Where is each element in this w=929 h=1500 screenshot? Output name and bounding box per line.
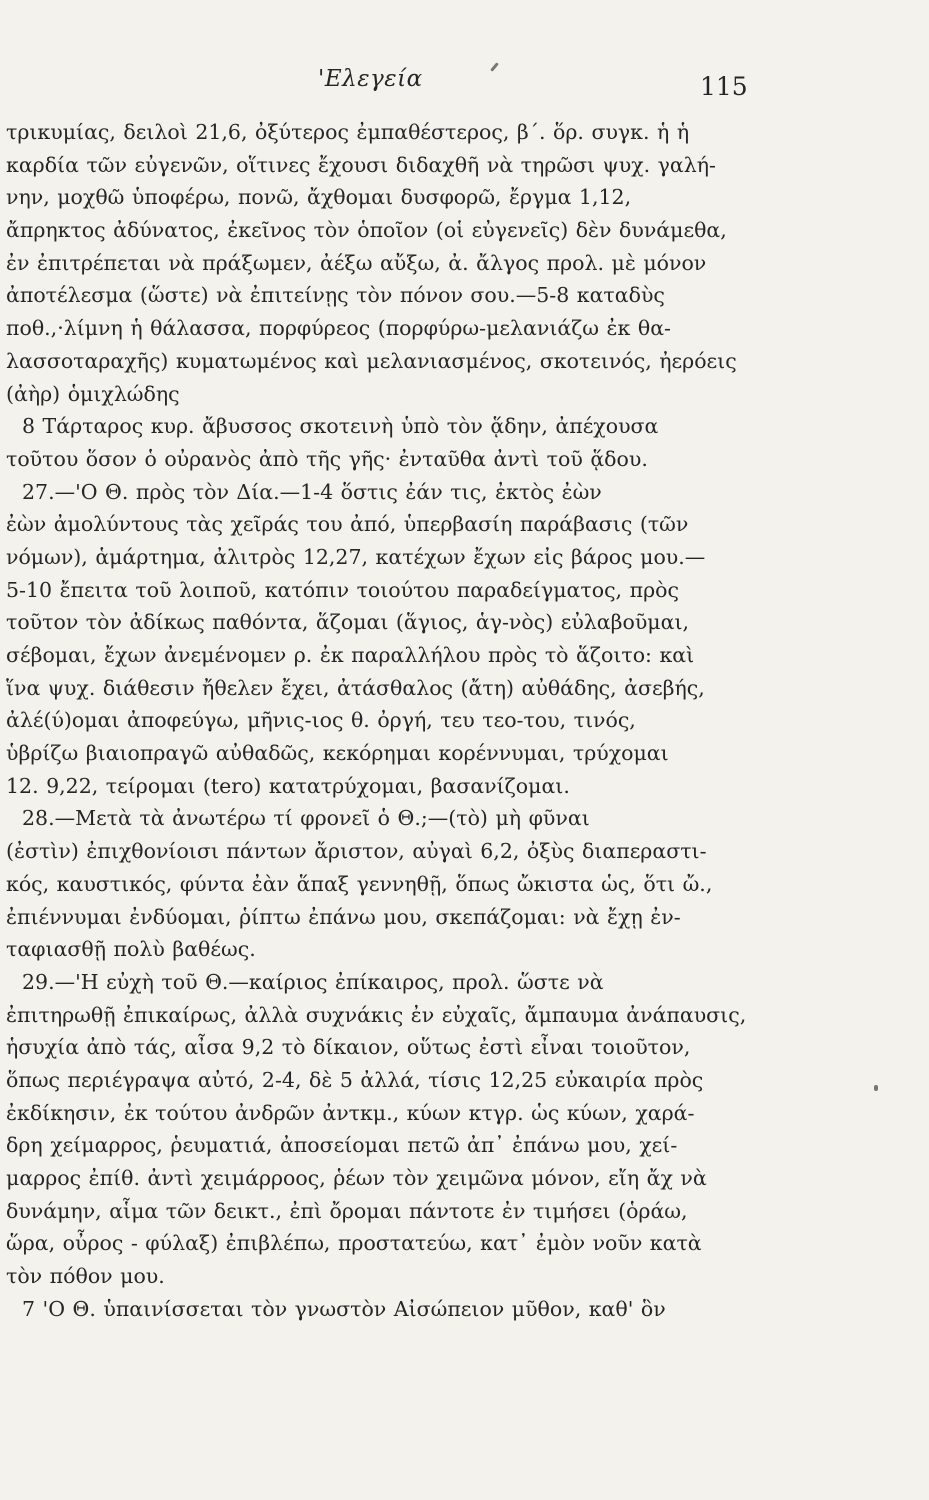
text-line: 7 'Ο Θ. ὑπαινίσσεται τὸν γνωστὸν Αἰσώπειον μῦθον, καθ' ὃν	[22, 1296, 666, 1321]
print-speck	[874, 1085, 878, 1091]
text-line: ὅπως περιέγραψα αὐτό, 2-4, δὲ 5 ἀλλά, τίσις 12,25 εὐκαιρία πρὸς	[6, 1067, 704, 1092]
text-line: τοῦτου ὅσον ὁ οὐρανὸς ἀπὸ τῆς γῆς· ἐνταῦθα ἀντὶ τοῦ ᾅδου.	[6, 446, 648, 471]
text-line: λασσοταραχῆς) κυματωμένος καὶ μελανιασμένος, σκοτεινός, ἠερόεις	[6, 348, 737, 373]
text-line: ἵνα ψυχ. διάθεσιν ἤθελεν ἔχει, ἀτάσθαλος (ἄτη) αὐθάδης, ἀσεβής,	[6, 675, 705, 700]
text-line: 8 Τάρταρος κυρ. ἄβυσσος σκοτεινὴ ὑπὸ τὸν ᾅδην, ἀπέχουσα	[22, 414, 659, 439]
text-line: ἐπιέννυμαι ἐνδύομαι, ῥίπτω ἐπάνω μου, σκεπάζομαι: νὰ ἔχῃ ἐν-	[6, 904, 681, 929]
text-line: (ἐστὶν) ἐπιχθονίοισι πάντων ἄριστον, αὐγαὶ 6,2, ὀξὺς διαπεραστι-	[6, 839, 707, 864]
text-line: μαρρος ἐπίθ. ἀντὶ χειμάρροος, ῥέων τὸν χειμῶνα μόνον, εἴη ἄχ νὰ	[6, 1166, 707, 1190]
text-line: τὸν πόθον μου.	[6, 1264, 165, 1289]
page-number: 115	[700, 72, 748, 101]
text-line: ποθ.,·λίμνη ἡ θάλασσα, πορφύρεος (πορφύρω-μελανιάζω ἐκ θα-	[6, 316, 671, 341]
text-line: 29.—'Η εὐχὴ τοῦ Θ.—καίριος ἐπίκαιρος, προλ. ὥστε νὰ	[22, 969, 604, 994]
text-line: ἐν ἐπιτρέπεται νὰ πράξωμεν, ἀέξω αὔξω, ἀ. ἄλγος προλ. μὲ μόνον	[6, 250, 707, 275]
text-line: ὥρα, οὖρος - φύλαξ) ἐπιβλέπω, προστατεύω, κατ᾽ ἐμὸν νοῦν κατὰ	[6, 1231, 702, 1256]
text-line: καρδία τῶν εὐγενῶν, οἵτινες ἔχουσι διδαχθῆ νὰ τηρῶσι ψυχ. γαλή-	[6, 152, 716, 177]
text-line: 5-10 ἔπειτα τοῦ λοιποῦ, κατόπιν τοιούτου παραδείγματος, πρὸς	[6, 577, 679, 602]
text-line: κός, καυστικός, φύντα ἐὰν ἅπαξ γεννηθῇ, ὅπως ὤκιστα ὡς, ὅτι ὤ.,	[6, 871, 713, 896]
text-line: τρικυμίας, δειλοὶ 21,6, ὀξύτερος ἐμπαθέστερος, β΄. ὅρ. συγκ. ἡ ἡ	[6, 120, 690, 144]
text-line: νην, μοχθῶ ὑποφέρω, πονῶ, ἄχθομαι δυσφορῶ, ἔργμα 1,12,	[6, 185, 632, 210]
text-line: σέβομαι, ἔχων ἀνεμένομεν ρ. ἐκ παραλλήλου πρὸς τὸ ἅζοιτο: καὶ	[6, 643, 695, 667]
text-line: ἀποτέλεσμα (ὥστε) νὰ ἐπιτείνῃς τὸν πόνον σου.—5-8 καταδὺς	[6, 283, 665, 308]
commentary-text	[6, 116, 806, 1325]
text-line: ἀλέ(ύ)ομαι ἀποφεύγω, μῆνις-ιος θ. ὀργή, τευ τεο-του, τινός,	[6, 708, 636, 733]
text-line: δρη χείμαρρος, ῥευματιά, ἀποσείομαι πετῶ ἀπ᾽ ἐπάνω μου, χεί-	[6, 1133, 678, 1158]
text-line: τοῦτον τὸν ἀδίκως παθόντα, ἅζομαι (ἅγιος, ἁγ-νὸς) εὐλαβοῦμαι,	[6, 610, 690, 635]
text-line: ἐκδίκησιν, ἐκ τούτου ἀνδρῶν ἀντκμ., κύων κτγρ. ὡς κύων, χαρά-	[6, 1100, 695, 1125]
text-line: 28.—Μετὰ τὰ ἀνωτέρω τί φρονεῖ ὁ Θ.;—(τὸ) μὴ φῦναι	[22, 806, 590, 831]
text-line: 27.—'Ο Θ. πρὸς τὸν Δία.—1-4 ὅστις ἐάν τις, ἐκτὸς ἐὼν	[22, 479, 602, 504]
running-title: 'Ελεγεία	[318, 66, 423, 92]
text-line: ἡσυχία ἀπὸ τάς, αἶσα 9,2 τὸ δίκαιον, οὕτως ἐστὶ εἶναι τοιοῦτον,	[6, 1035, 691, 1060]
text-line: ἐπιτηρωθῇ ἐπικαίρως, ἀλλὰ συχνάκις ἐν εὐχαῖς, ἄμπαυμα ἀνάπαυσις,	[6, 1002, 747, 1027]
text-line: ταφιασθῇ πολὺ βαθέως.	[6, 937, 256, 962]
text-line: δυνάμην, αἷμα τῶν δεικτ., ἐπὶ ὄρομαι πάντοτε ἐν τιμήσει (ὁράω,	[6, 1198, 688, 1223]
text-line: 12. 9,22, τείρομαι (tero) κατατρύχομαι, βασανίζομαι.	[6, 773, 570, 798]
running-head	[0, 66, 929, 106]
text-line: ὑβρίζω βιαιοπραγῶ αὐθαδῶς, κεκόρημαι κορέννυμαι, τρύχομαι	[6, 741, 669, 766]
text-line: (ἀὴρ) ὁμιχλώδης	[6, 381, 180, 406]
text-line: ἄπρηκτος ἀδύνατος, ἐκεῖνος τὸν ὁποῖον (οἱ εὐγενεῖς) δὲν δυνάμεθα,	[6, 218, 727, 243]
text-line: ἐὼν ἀμολύντους τὰς χεῖράς του ἀπό, ὑπερβασίη παράβασις (τῶν	[6, 512, 689, 537]
text-line: νόμων), ἁμάρτημα, ἀλιτρὸς 12,27, κατέχων ἔχων εἰς βάρος μου.—	[6, 544, 706, 569]
